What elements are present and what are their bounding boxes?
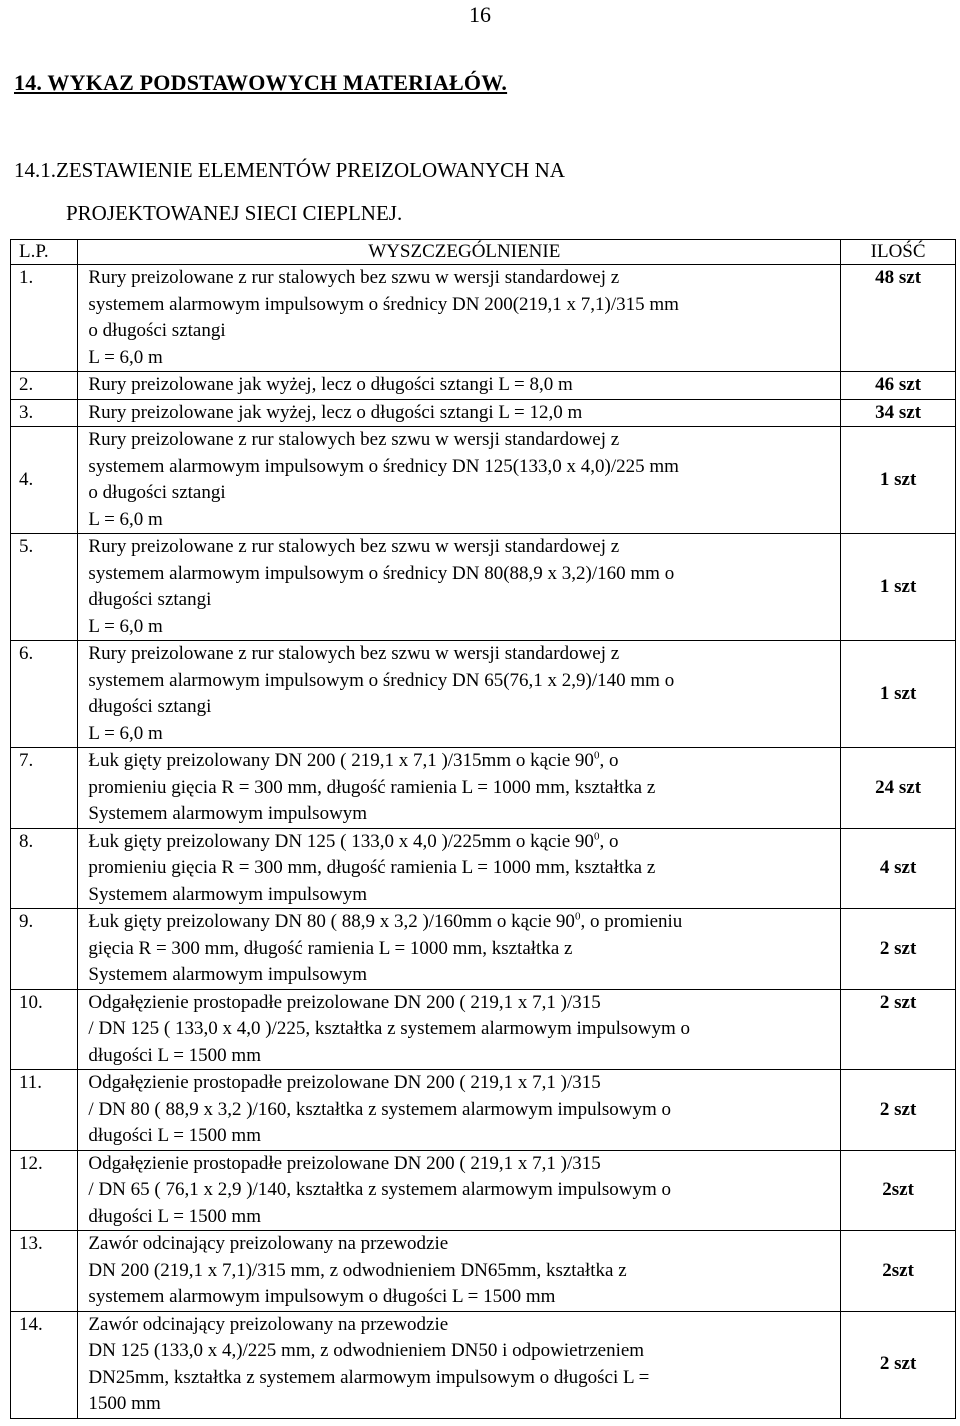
- row-description: [78, 265, 841, 372]
- row-quantity: 1 szt: [841, 641, 956, 748]
- description-line: Odgałęzienie prostopadłe preizolowane DN 200 ( 219,1 x 7,1 )/315: [88, 1072, 601, 1093]
- header-description: WYSZCZEGÓLNIENIE: [78, 240, 841, 265]
- row-number: 2.: [11, 372, 78, 400]
- row-description: [78, 748, 841, 829]
- table-row: [11, 534, 956, 641]
- row-description: [78, 399, 841, 427]
- subsection-heading-line2: PROJEKTOWANEJ SIECI CIEPLNEJ.: [66, 201, 403, 225]
- description-line: Systemem alarmowym impulsowym: [88, 964, 368, 985]
- description-line: DN 200 (219,1 x 7,1)/315 mm, z odwodnieniem DN65mm, kształtka z: [88, 1259, 627, 1281]
- description-line: o długości sztangi: [88, 482, 226, 503]
- table-row: [11, 399, 956, 427]
- description-line: Systemem alarmowym impulsowym: [88, 883, 368, 905]
- row-description: [78, 909, 841, 990]
- row-description: [78, 372, 841, 400]
- description-line: Zawór odcinający preizolowany na przewodzie: [88, 1233, 449, 1254]
- row-quantity: 2 szt: [841, 989, 956, 1070]
- description-line: systemem alarmowym impulsowym o średnicy DN 65(76,1 x 2,9)/140 mm o: [88, 669, 675, 691]
- row-quantity: 48 szt: [841, 265, 956, 372]
- description-line: Odgałęzienie prostopadłe preizolowane DN 200 ( 219,1 x 7,1 )/315: [88, 1152, 601, 1174]
- description-line: systemem alarmowym impulsowym o średnicy DN 200(219,1 x 7,1)/315 mm: [88, 293, 679, 315]
- row-quantity: 2szt: [841, 1231, 956, 1312]
- description-line: gięcia R = 300 mm, długość ramienia L = 1000 mm, kształtka z: [88, 937, 573, 959]
- description-line: L = 6,0 m: [88, 508, 163, 530]
- row-number: 3.: [11, 399, 78, 427]
- row-number: 5.: [11, 534, 78, 641]
- table-row: [11, 828, 956, 909]
- table-row: [11, 1231, 956, 1312]
- degree-superscript: 0: [593, 830, 600, 843]
- description-line: Systemem alarmowym impulsowym: [88, 803, 368, 824]
- row-description: [78, 828, 841, 909]
- row-number: 10.: [11, 989, 78, 1070]
- row-number: 7.: [11, 748, 78, 829]
- description-line: Rury preizolowane z rur stalowych bez szwu w wersji standardowej z: [88, 536, 620, 557]
- row-description: [78, 641, 841, 748]
- row-quantity: 2 szt: [841, 909, 956, 990]
- page-number: 16: [469, 2, 491, 27]
- description-line: długości sztangi: [88, 696, 212, 717]
- row-description: [78, 989, 841, 1070]
- description-line: Zawór odcinający preizolowany na przewodzie: [88, 1313, 449, 1335]
- table-row: [11, 427, 956, 534]
- description-line: L = 6,0 m: [88, 722, 163, 744]
- description-line: / DN 80 ( 88,9 x 3,2 )/160, kształtka z systemem alarmowym impulsowym o: [88, 1098, 672, 1120]
- description-line: systemem alarmowym impulsowym o długości L = 1500 mm: [88, 1286, 556, 1307]
- row-number: 6.: [11, 641, 78, 748]
- description-line: 1500 mm: [88, 1393, 161, 1414]
- header-quantity: ILOŚĆ: [841, 240, 956, 265]
- description-line: promieniu gięcia R = 300 mm, długość ramienia L = 1000 mm, kształtka z: [88, 857, 656, 878]
- row-description: [78, 427, 841, 534]
- degree-superscript: 0: [574, 910, 581, 923]
- row-quantity: 24 szt: [841, 748, 956, 829]
- description-line: Łuk gięty preizolowany DN 125 ( 133,0 x 4,0 )/225mm o kącie $90^0$, o: [88, 830, 619, 852]
- section-heading: 14. WYKAZ PODSTAWOWYCH MATERIAŁÓW.: [14, 70, 508, 95]
- description-line: Łuk gięty preizolowany DN 200 ( 219,1 x 7,1 )/315mm o kącie $90^0$, o: [88, 749, 619, 771]
- row-quantity: 1 szt: [841, 427, 956, 534]
- materials-table: [10, 239, 956, 1419]
- description-line: długości L = 1500 mm: [88, 1205, 261, 1227]
- description-line: / DN 65 ( 76,1 x 2,9 )/140, kształtka z systemem alarmowym impulsowym o: [88, 1179, 672, 1200]
- table-header-row: [11, 240, 956, 265]
- row-description: [78, 1070, 841, 1151]
- row-description: [78, 534, 841, 641]
- row-number: 1.: [11, 265, 78, 372]
- row-quantity: 2szt: [841, 1150, 956, 1231]
- table-row: [11, 1311, 956, 1418]
- row-description: [78, 1150, 841, 1231]
- table-row: [11, 1070, 956, 1151]
- table-row: [11, 372, 956, 400]
- row-description: [78, 1311, 841, 1418]
- description-line: Rury preizolowane z rur stalowych bez szwu w wersji standardowej z: [88, 267, 620, 288]
- description-line: długości L = 1500 mm: [88, 1125, 261, 1146]
- description-line: Odgałęzienie prostopadłe preizolowane DN 200 ( 219,1 x 7,1 )/315: [88, 991, 601, 1013]
- row-number: 8.: [11, 828, 78, 909]
- row-number: 4.: [11, 427, 78, 534]
- row-quantity: 34 szt: [841, 399, 956, 427]
- table-row: [11, 909, 956, 990]
- table-row: [11, 989, 956, 1070]
- subsection-heading-line1: 14.1.ZESTAWIENIE ELEMENTÓW PREIZOLOWANYCH NA: [14, 158, 565, 182]
- description-line: DN 125 (133,0 x 4,)/225 mm, z odwodnieniem DN50 i odpowietrzeniem: [88, 1340, 645, 1361]
- description-line: Łuk gięty preizolowany DN 80 ( 88,9 x 3,2 )/160mm o kącie $90^0$, o promieniu: [88, 910, 683, 932]
- description-line: systemem alarmowym impulsowym o średnicy DN 125(133,0 x 4,0)/225 mm: [88, 455, 679, 477]
- table-row: [11, 641, 956, 748]
- row-description: [78, 1231, 841, 1312]
- description-line: DN25mm, kształtka z systemem alarmowym impulsowym o długości L =: [88, 1366, 650, 1388]
- description-line: systemem alarmowym impulsowym o średnicy DN 80(88,9 x 3,2)/160 mm o: [88, 562, 675, 584]
- row-number: 9.: [11, 909, 78, 990]
- degree-superscript: 0: [593, 749, 600, 762]
- row-quantity: 2 szt: [841, 1311, 956, 1418]
- description-line: długości sztangi: [88, 589, 212, 610]
- row-quantity: 2 szt: [841, 1070, 956, 1151]
- row-quantity: 1 szt: [841, 534, 956, 641]
- table-row: [11, 265, 956, 372]
- description-line: o długości sztangi: [88, 320, 226, 341]
- table-body: [11, 265, 956, 1419]
- row-number: 11.: [11, 1070, 78, 1151]
- row-number: 13.: [11, 1231, 78, 1312]
- table-row: [11, 748, 956, 829]
- row-quantity: 4 szt: [841, 828, 956, 909]
- row-quantity: 46 szt: [841, 372, 956, 400]
- description-line: Rury preizolowane jak wyżej, lecz o długości sztangi L = 8,0 m: [88, 374, 573, 395]
- description-line: długości L = 1500 mm: [88, 1044, 261, 1066]
- description-line: promieniu gięcia R = 300 mm, długość ramienia L = 1000 mm, kształtka z: [88, 776, 656, 798]
- description-line: Rury preizolowane jak wyżej, lecz o długości sztangi L = 12,0 m: [88, 401, 583, 423]
- row-number: 12.: [11, 1150, 78, 1231]
- description-line: Rury preizolowane z rur stalowych bez szwu w wersji standardowej z: [88, 429, 620, 450]
- description-line: L = 6,0 m: [88, 346, 163, 368]
- description-line: / DN 125 ( 133,0 x 4,0 )/225, kształtka z systemem alarmowym impulsowym o: [88, 1018, 691, 1039]
- description-line: Rury preizolowane z rur stalowych bez szwu w wersji standardowej z: [88, 643, 620, 664]
- table-row: [11, 1150, 956, 1231]
- description-line: L = 6,0 m: [88, 615, 163, 637]
- row-number: 14.: [11, 1311, 78, 1418]
- header-lp: L.P.: [11, 240, 78, 265]
